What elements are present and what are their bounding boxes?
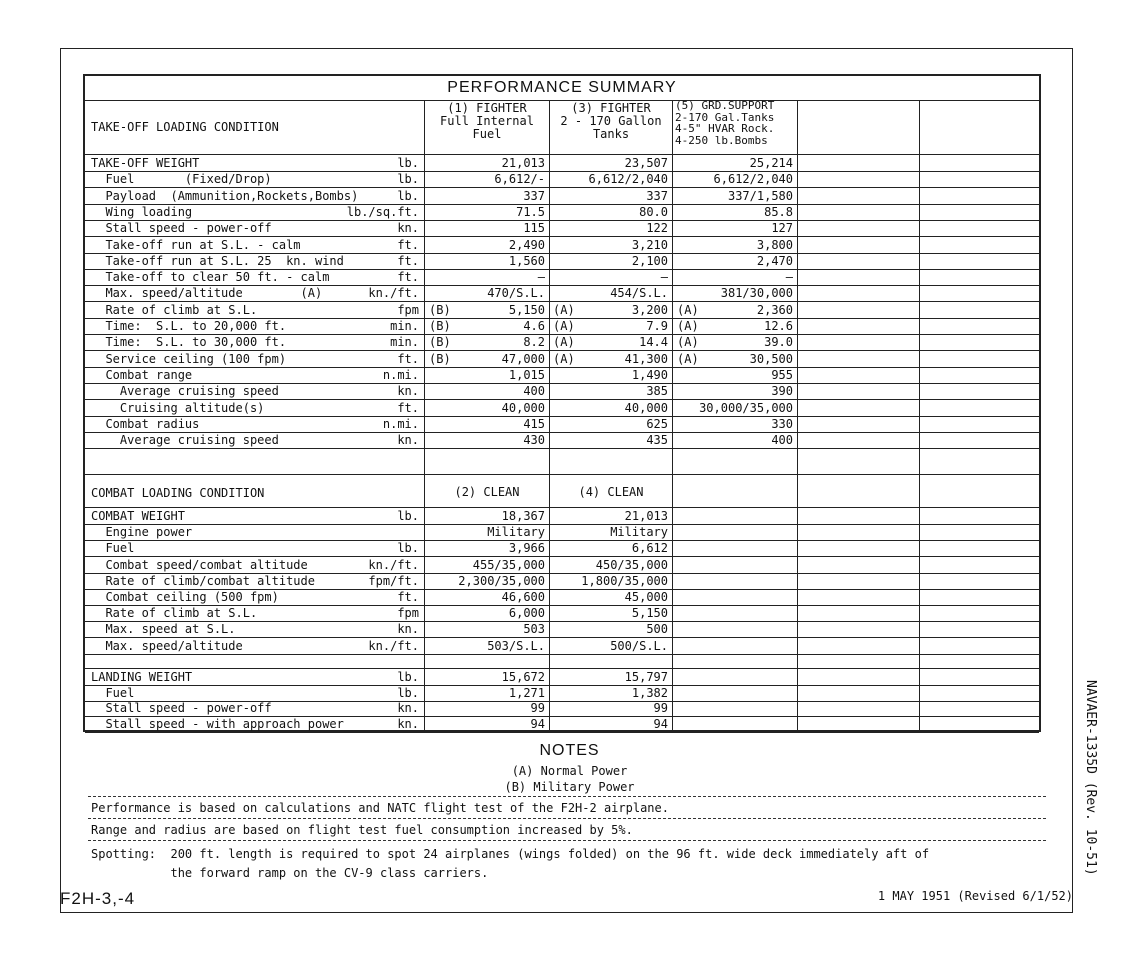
footer-model: F2H-3,-4 [60,889,136,908]
power-setting-marker: (A) [677,351,699,366]
row-divider [85,668,1039,669]
row-unit: n.mi. [382,367,419,382]
row-value: 94 [530,716,545,731]
note-line: Range and radius are based on flight test fuel consumption increased by 5%. [91,823,633,837]
power-setting-marker: (A) [677,319,699,333]
row-unit: kn. [397,384,419,399]
row-value: 94 [653,716,668,731]
row-label [91,509,419,523]
row-label-text: LANDING WEIGHT [91,670,193,684]
row-unit: kn. [397,701,419,715]
table-title: PERFORMANCE SUMMARY [85,76,1039,101]
row-label-text: Take-off to clear 50 ft. - calm [91,270,330,285]
row-label [91,270,419,284]
side-form-number: NAVAER-1335D (Rev. 10-51) [1083,680,1098,876]
row-value: 99 [530,701,545,715]
row-label-text: Fuel [91,541,135,556]
row-value: 337 [646,188,668,203]
row-value: 15,797 [624,670,668,684]
row-label-text: Cruising altitude(s) [91,400,265,415]
row-label-text: TAKE-OFF WEIGHT [91,156,200,170]
row-unit: lb./sq.ft. [346,204,419,219]
row-unit: ft. [397,351,419,366]
takeoff-header: TAKE-OFF LOADING CONDITION [91,120,279,134]
row-label [91,254,419,268]
row-unit: lb. [397,670,419,684]
performance-table [83,74,1041,732]
row-label-text: Time: S.L. to 20,000 ft. [91,319,287,333]
row-value: 3,966 [508,541,545,556]
row-unit: lb. [397,685,419,700]
row-value: 5,150 [508,302,545,317]
row-value: 47,000 [501,351,545,366]
row-value: 115 [523,221,545,236]
notes-heading: NOTES [539,742,600,759]
row-value: 4.6 [523,319,545,333]
row-unit: lb. [397,156,419,170]
row-value: 21,013 [624,509,668,523]
row-label [91,639,419,653]
row-value: 23,507 [624,156,668,170]
row-unit: kn. [397,716,419,731]
row-unit: ft. [397,400,419,415]
row-value: 3,800 [756,237,793,252]
row-value: 450/35,000 [595,557,668,572]
row-label-text: Stall speed - power-off [91,701,272,715]
row-value: 85.8 [764,204,793,219]
row-value: 430 [523,433,545,448]
row-label-text: Combat speed/combat altitude [91,557,308,572]
row-divider [85,154,1039,155]
row-value: 39.0 [764,335,793,350]
row-divider [85,448,1039,449]
row-value: 1,271 [508,685,545,700]
row-label-text: COMBAT WEIGHT [91,509,185,523]
row-label-text: Stall speed - power-off [91,221,272,236]
row-unit: ft. [397,270,419,285]
power-setting-marker: (A) [677,302,699,317]
dashed-divider [88,840,1046,841]
row-label [91,238,419,252]
row-value: 41,300 [624,351,668,366]
row-value: — [660,270,668,285]
row-unit: kn. [397,622,419,637]
power-setting-marker: (B) [429,335,451,350]
row-unit: lb. [397,541,419,556]
section-divider [85,474,1039,475]
row-value: 5,150 [631,606,668,621]
note-line: Performance is based on calculations and NATC flight test of the F2H-2 airplane. [91,801,669,815]
row-value: 8.2 [523,335,545,350]
row-unit: ft. [397,253,419,268]
row-label-text: Max. speed/altitude [91,638,243,653]
row-label [91,286,419,300]
row-value: 6,612/2,040 [588,172,668,187]
power-setting-marker: (A) [553,335,575,350]
row-value: 46,600 [501,590,545,604]
row-label [91,384,419,398]
row-value: 1,382 [631,685,668,700]
row-label-text: Combat range [91,367,193,382]
row-value: — [537,270,545,285]
row-value: 2,490 [508,237,545,252]
row-value: 2,100 [631,253,668,268]
row-label-text: Wing loading [91,204,193,219]
row-label-text: Time: S.L. to 30,000 ft. [91,335,287,350]
row-unit: n.mi. [382,416,419,431]
row-label [91,352,419,366]
row-label [91,189,419,203]
power-setting-marker: (B) [429,351,451,366]
row-label [91,401,419,415]
row-unit: kn./ft. [368,286,419,301]
row-label [91,221,419,235]
row-unit: kn. [397,221,419,236]
row-label-text: Payload (Ammunition,Rockets,Bombs) [91,188,359,203]
row-value: 455/35,000 [472,557,545,572]
row-value: 503/S.L. [487,638,545,653]
row-value: 2,300/35,000 [458,573,545,588]
row-value: 625 [646,416,668,431]
power-setting-marker: (A) [553,351,575,366]
col-header-clean-2: (2) CLEAN [454,485,520,499]
row-value: 435 [646,433,668,448]
row-value: 122 [646,221,668,236]
row-value: 381/30,000 [720,286,793,301]
row-unit: min. [390,319,419,333]
row-label [91,606,419,620]
row-value: 71.5 [516,204,545,219]
dashed-divider [88,796,1046,797]
row-value: 470/S.L. [487,286,545,301]
row-value: 6,000 [508,606,545,621]
col-header-fighter-3: (3) FIGHTER 2 - 170 Gallon Tanks [560,101,662,141]
row-unit: fpm/ft. [368,573,419,588]
dashed-divider [88,818,1046,819]
row-label [91,622,419,636]
row-value: 454/S.L. [610,286,668,301]
row-label-text: Rate of climb at S.L. [91,302,258,317]
row-label-text: Fuel (Fixed/Drop) [91,172,272,187]
row-value: 30,000/35,000 [699,400,793,415]
col-header-grd-support-5: (5) GRD.SUPPORT 2-170 Gal.Tanks 4-5" HVAR Rock. 4-250 lb.Bombs [675,99,775,147]
row-divider [85,507,1039,508]
row-label-text: Rate of climb/combat altitude [91,573,315,588]
row-value: 40,000 [624,400,668,415]
row-label-text: Fuel [91,685,135,700]
row-value: 390 [771,384,793,399]
row-unit: lb. [397,172,419,187]
row-label-text: Rate of climb at S.L. [91,606,258,621]
row-value: 6,612/- [494,172,545,187]
row-value: 385 [646,384,668,399]
row-value: 25,214 [749,156,793,170]
note-line: the forward ramp on the CV-9 class carriers. [91,866,489,880]
row-label [91,701,419,715]
row-label-text: Combat ceiling (500 fpm) [91,590,279,604]
row-unit: lb. [397,188,419,203]
row-value: 955 [771,367,793,382]
row-value: 15,672 [501,670,545,684]
row-value: Military [610,525,668,540]
row-divider [85,732,1039,733]
row-label [91,541,419,555]
row-unit: fpm [397,302,419,317]
row-label [91,205,419,219]
row-value: 415 [523,416,545,431]
row-value: 7.9 [646,319,668,333]
row-value: 40,000 [501,400,545,415]
row-label [91,319,419,333]
row-label [91,417,419,431]
row-unit: kn./ft. [368,557,419,572]
power-setting-marker: (B) [429,302,451,317]
row-unit: fpm [397,606,419,621]
row-label [91,525,419,539]
row-unit: lb. [397,509,419,523]
row-label-text: Combat radius [91,416,200,431]
row-label-text: Average cruising speed [91,433,279,448]
row-value: 1,560 [508,253,545,268]
row-unit: ft. [397,590,419,604]
row-label [91,590,419,604]
row-label [91,670,419,684]
row-label-text: Service ceiling (100 fpm) [91,351,287,366]
row-value: — [785,270,793,285]
row-label-text: Stall speed - with approach power [91,716,344,731]
row-value: 6,612/2,040 [713,172,793,187]
row-value: 503 [523,622,545,637]
notes-legend-a: (A) Normal Power [511,764,628,778]
row-value: 1,015 [508,367,545,382]
row-value: 400 [771,433,793,448]
row-label-text: Engine power [91,525,193,540]
power-setting-marker: (A) [677,335,699,350]
row-label-text: Max. speed/altitude (A) [91,286,323,301]
row-value: 14.4 [639,335,668,350]
col-header-fighter-1: (1) FIGHTER Full Internal Fuel [440,101,534,141]
row-label [91,558,419,572]
row-value: 2,360 [756,302,793,317]
power-setting-marker: (A) [553,319,575,333]
footer-date: 1 MAY 1951 (Revised 6/1/52) [877,889,1073,903]
combat-header: COMBAT LOADING CONDITION [91,486,265,500]
row-unit: kn./ft. [368,638,419,653]
row-value: 2,470 [756,253,793,268]
row-value: 80.0 [639,204,668,219]
row-unit: min. [390,335,419,350]
power-setting-marker: (B) [429,319,451,333]
row-value: 330 [771,416,793,431]
row-value: 18,367 [501,509,545,523]
note-line: Spotting: 200 ft. length is required to spot 24 airplanes (wings folded) on the 96 ft. wide deck immediately aft of [91,847,930,861]
row-value: 21,013 [501,156,545,170]
row-label [91,303,419,317]
row-value: Military [487,525,545,540]
row-divider [85,654,1039,655]
row-value: 45,000 [624,590,668,604]
row-value: 6,612 [631,541,668,556]
col-header-clean-4: (4) CLEAN [578,485,644,499]
row-value: 1,800/35,000 [581,573,668,588]
row-value: 337/1,580 [727,188,793,203]
row-value: 500/S.L. [610,638,668,653]
power-setting-marker: (A) [553,302,575,317]
row-value: 3,200 [631,302,668,317]
row-label [91,574,419,588]
row-label [91,368,419,382]
row-value: 1,490 [631,367,668,382]
row-value: 99 [653,701,668,715]
row-label-text: Take-off run at S.L. 25 kn. wind [91,253,344,268]
row-label-text: Max. speed at S.L. [91,622,236,637]
row-label [91,172,419,186]
row-value: 127 [771,221,793,236]
row-label [91,717,419,731]
row-label-text: Average cruising speed [91,384,279,399]
row-value: 500 [646,622,668,637]
row-value: 30,500 [749,351,793,366]
row-unit: ft. [397,237,419,252]
row-label-text: Take-off run at S.L. - calm [91,237,301,252]
row-label [91,335,419,349]
row-value: 400 [523,384,545,399]
row-unit: kn. [397,433,419,448]
row-value: 12.6 [764,319,793,333]
row-label [91,433,419,447]
row-value: 337 [523,188,545,203]
notes-legend-b: (B) Military Power [504,780,635,794]
row-label [91,156,419,170]
row-label [91,686,419,700]
row-value: 3,210 [631,237,668,252]
